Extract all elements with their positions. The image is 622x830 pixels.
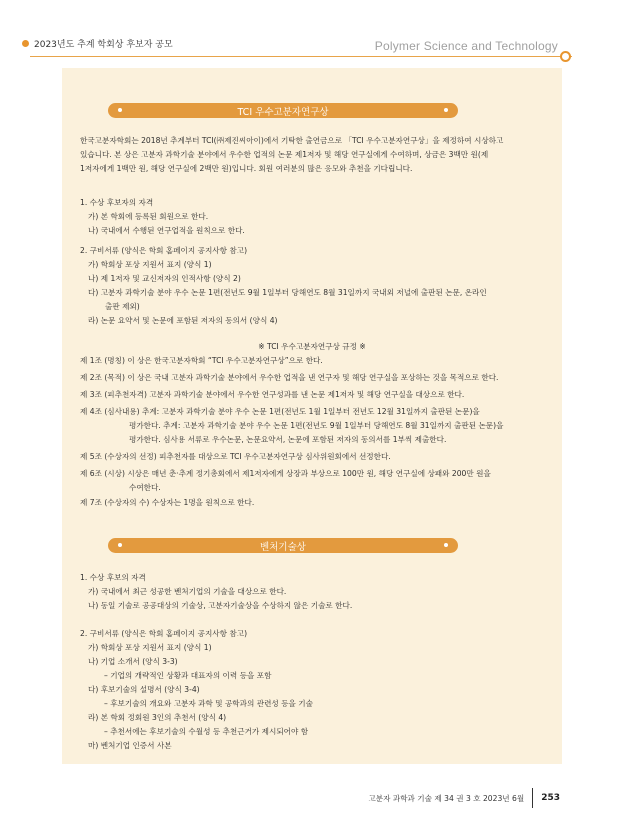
- list-item: 가) 학회상 포상 지원서 표지 (양식 1): [88, 643, 212, 652]
- list-sub-item: – 후보기술의 개요와 고분자 과학 및 공학과의 관련성 등을 기술: [104, 699, 313, 708]
- rule-article: 제 5조 (수상자의 선정) 피추천자를 대상으로 TCI 우수고분자연구상 심사위원회에서 선정한다.: [80, 452, 391, 461]
- list-item: 나) 제 1저자 및 교신저자의 인적사항 (양식 2): [88, 274, 241, 283]
- list-item: 가) 본 학회에 등록된 회원으로 한다.: [88, 212, 209, 221]
- section-title-text: 벤처기술상: [260, 541, 306, 553]
- rule-article: 제 4조 (심사내용) 추계: 고분자 과학기술 분야 우수 논문 1편(전년도 1월 1일부터 전년도 12월 31일까지 출판된 논문)을: [80, 407, 480, 416]
- documents-heading: 2. 구비서류 (양식은 학회 홈페이지 공지사항 참고): [80, 629, 248, 638]
- rule-article-continuation: 평가한다. 심사용 서류로 우수논문, 논문요약서, 논문에 포함된 저자의 동의서를 1부씩 제출한다.: [129, 435, 447, 444]
- page-footer: [368, 788, 560, 808]
- list-item: 다) 후보기술의 설명서 (양식 3-4): [88, 685, 200, 694]
- intro-line: 1저자에게 1백만 원, 해당 연구실에 2백만 원)입니다. 회원 여러분의 많은 응모와 추천을 기다립니다.: [80, 164, 413, 173]
- title-dot-icon: [118, 108, 122, 112]
- ring-ornament-icon: [560, 51, 571, 62]
- rule-article-continuation: 평가한다. 추계: 고분자 과학기술 분야 우수 논문 1편(전년도 9월 1일부터 당해연도 8월 31일까지 출판된 논문)을: [129, 421, 504, 430]
- list-item-continuation: 출판 제외): [105, 302, 140, 311]
- list-sub-item: – 기업의 개략적인 상황과 대표자의 이력 등을 포함: [104, 671, 272, 680]
- title-dot-icon: [444, 108, 448, 112]
- list-item: 나) 기업 소개서 (양식 3-3): [88, 657, 178, 666]
- section-title-text: TCI 우수고분자연구상: [237, 106, 329, 118]
- title-dot-icon: [118, 543, 122, 547]
- qualification-heading: 1. 수상 후보자의 자격: [80, 198, 154, 207]
- rule-article-continuation: 수여한다.: [129, 483, 161, 492]
- list-item: 다) 고분자 과학기술 분야 우수 논문 1편(전년도 9월 1일부터 당해연도 8월 31일까지 국내외 저널에 출판된 논문, 온라인: [88, 288, 487, 297]
- documents-heading: 2. 구비서류 (양식은 학회 홈페이지 공지사항 참고): [80, 246, 248, 255]
- rules-heading: ※ TCI 우수고분자연구상 규정 ※: [258, 342, 366, 351]
- rule-article: 제 1조 (명칭) 이 상은 한국고분자학회 “TCI 우수고분자연구상”으로 한다.: [80, 356, 323, 365]
- rule-article: 제 2조 (목적) 이 상은 국내 고분자 과학기술 분야에서 우수한 업적을 낸 연구자 및 해당 연구실을 포상하는 것을 목적으로 한다.: [80, 373, 499, 382]
- section-title-venture: [108, 538, 458, 553]
- running-header: [22, 37, 173, 50]
- journal-name: Polymer Science and Technology: [374, 39, 558, 53]
- intro-line: 있습니다. 본 상은 고분자 과학기술 분야에서 우수한 업적의 논문 제1저자 및 해당 연구실에게 수여하며, 상금은 3백만 원(제: [80, 150, 489, 159]
- journal-citation: 고분자 과학과 기술 제 34 권 3 호 2023년 6월: [368, 793, 525, 803]
- title-dot-icon: [444, 543, 448, 547]
- header-rule: [30, 56, 572, 57]
- list-item: 라) 논문 요약서 및 논문에 포함된 저자의 동의서 (양식 4): [88, 316, 278, 325]
- rule-article: 제 7조 (수상자의 수) 수상자는 1명을 원칙으로 한다.: [80, 498, 255, 507]
- list-item: 나) 동일 기술로 공공대상의 기술상, 고분자기술상을 수상하지 않은 기술로 한다.: [88, 601, 353, 610]
- list-item: 마) 벤처기업 인증서 사본: [88, 741, 172, 750]
- footer-divider: [532, 788, 533, 808]
- list-sub-item: – 추천서에는 후보기술의 수월성 등 추천근거가 제시되어야 함: [104, 727, 309, 736]
- rule-article: 제 3조 (피추천자격) 고분자 과학기술 분야에서 우수한 연구성과를 낸 논문 제1저자 및 해당 연구실을 대상으로 한다.: [80, 390, 465, 399]
- intro-line: 한국고분자학회는 2018년 추계부터 TCI(㈜제진씨아이)에서 기탁한 출연금으로 「TCI 우수고분자연구상」을 제정하여 시상하고: [80, 136, 504, 145]
- list-item: 나) 국내에서 수행된 연구업적을 원칙으로 한다.: [88, 226, 245, 235]
- qualification-heading: 1. 수상 후보의 자격: [80, 573, 146, 582]
- list-item: 가) 국내에서 최근 성공한 벤처기업의 기술을 대상으로 한다.: [88, 587, 287, 596]
- bullet-dot-icon: [22, 40, 29, 47]
- rule-article: 제 6조 (시상) 시상은 매년 춘·추계 정기총회에서 제1저자에게 상장과 부상으로 100만 원, 해당 연구실에 상패와 200만 원을: [80, 469, 491, 478]
- page-number: 253: [541, 793, 560, 803]
- list-item: 라) 본 학회 정회원 3인의 추천서 (양식 4): [88, 713, 227, 722]
- list-item: 가) 학회상 포상 지원서 표지 (양식 1): [88, 260, 212, 269]
- section-label: 2023년도 추계 학회상 후보자 공모: [34, 40, 173, 50]
- section-title-tci: [108, 103, 458, 118]
